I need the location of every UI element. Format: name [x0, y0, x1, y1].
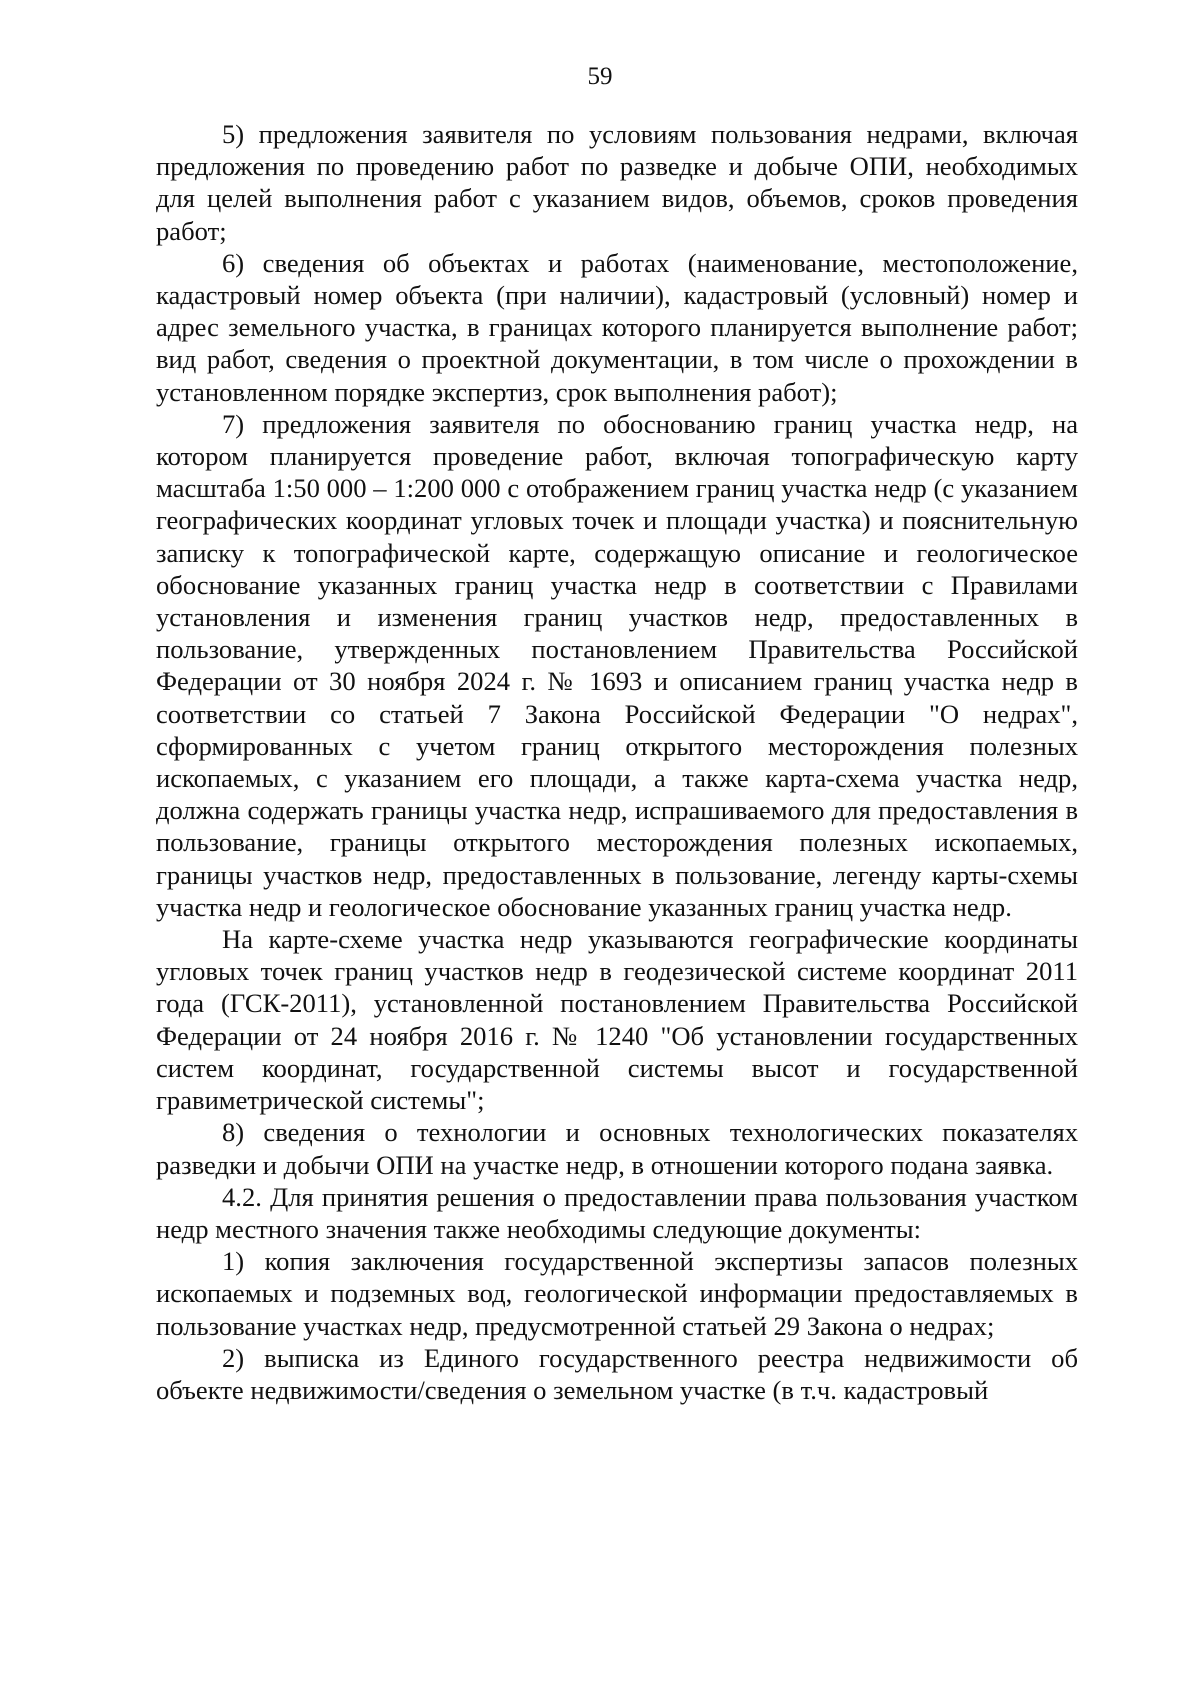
paragraph-subitem-1: 1) копия заключения государственной экспертизы запасов полезных ископаемых и подземных вод, геологической информации предоставляемых в пользование участках недр, предусмотренной статьей 29 Закона о недрах; [156, 1246, 1078, 1341]
paragraph-subitem-2: 2) выписка из Единого государственного реестра недвижимости об объекте недвижимости/сведения о земельном участке (в т.ч. кадастровый [156, 1342, 1078, 1405]
paragraph-section-4-2: 4.2. Для принятия решения о предоставлении права пользования участком недр местного значения также необходимы следующие документы: [156, 1181, 1078, 1244]
page-number: 59 [587, 63, 613, 90]
document-body [156, 118, 1078, 1406]
paragraph-item-7: 7) предложения заявителя по обоснованию границ участка недр, на котором планируется проведение работ, включая топографическую карту масштаба 1:50 000 – 1:200 000 с отображением границ участка недр (с указанием географических координат угловых точек и площади участка) и пояснительную записку к топографической карте, содержащую описание и геологическое обоснование указанных границ участка недр в соответствии с Правилами установления и изменения границ участков недр, предоставленных в пользование, утвержденных постановлением Правительства Российской Федерации от 30 ноября 2024 г. № 1693 и описанием границ участка недр в соответствии со статьей 7 Закона Российской Федерации "О недрах", сформированных с учетом границ открытого месторождения полезных ископаемых, с указанием его площади, а также карта-схема участка недр, должна содержать границы участка недр, испрашиваемого для предоставления в пользование, границы открытого месторождения полезных ископаемых, границы участков недр, предоставленных в пользование, легенду карты-схемы участка недр и геологическое обоснование указанных границ участка недр. [156, 408, 1078, 922]
paragraph-map-scheme: На карте-схеме участка недр указываются географические координаты угловых точек границ участков недр в геодезической системе координат 2011 года (ГСК-2011), установленной постановлением Правительства Российской Федерации от 24 ноября 2016 г. № 1240 "Об установлении государственных систем координат, государственной системы высот и государственной гравиметрической системы"; [156, 924, 1078, 1116]
paragraph-item-5: 5) предложения заявителя по условиям пользования недрами, включая предложения по проведению работ по разведке и добыче ОПИ, необходимых для целей выполнения работ с указанием видов, объемов, сроков проведения работ; [156, 119, 1078, 246]
paragraph-item-6: 6) сведения об объектах и работах (наименование, местоположение, кадастровый номер объекта (при наличии), кадастровый (условный) номер и адрес земельного участка, в границах которого планируется выполнение работ; вид работ, сведения о проектной документации, в том числе о прохождении в установленном порядке экспертиз, срок выполнения работ); [156, 247, 1078, 407]
paragraph-item-8: 8) сведения о технологии и основных технологических показателях разведки и добычи ОПИ на участке недр, в отношении которого подана заявка. [156, 1117, 1078, 1180]
